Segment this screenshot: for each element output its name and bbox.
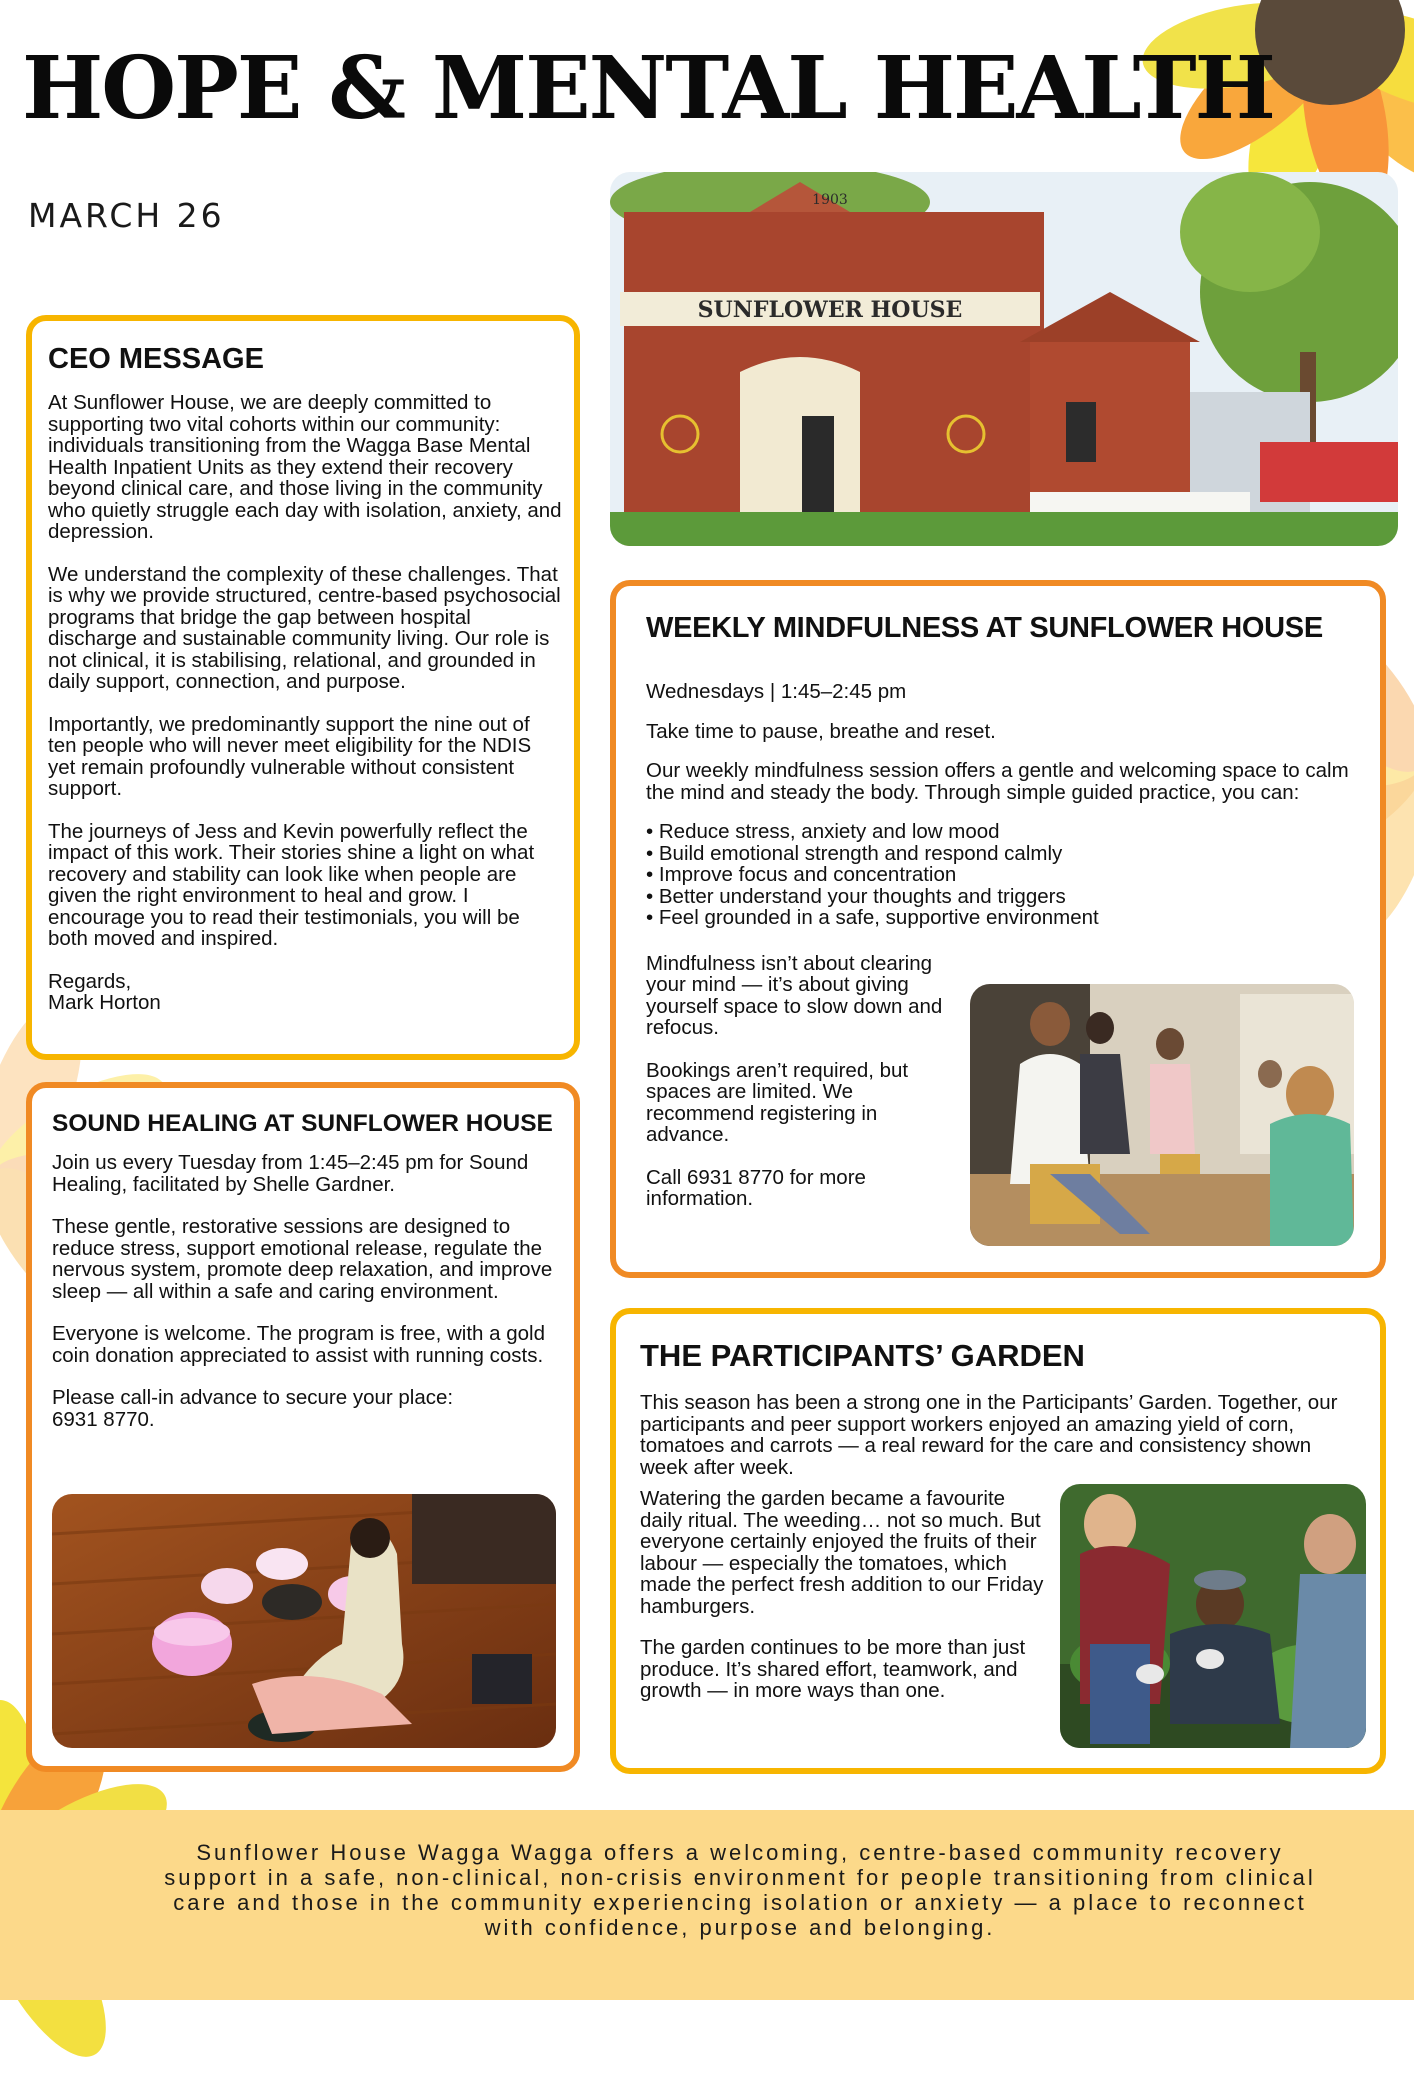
list-item: • Improve focus and concentration: [646, 863, 957, 886]
issue-date: MARCH 26: [28, 196, 225, 235]
garden-intro: This season has been a strong one in the Participants’ Garden. Together, our participants and peer support workers enjoyed an amazing yield of corn, tomatoes and carrots — a real reward for the care and consistency shown week after week.: [640, 1391, 1338, 1479]
sound-paragraph: These gentle, restorative sessions are designed to reduce stress, support emotional release, regulate the nervous system, promote deep relaxation, and improve sleep — all within a safe and caring environment.: [52, 1215, 553, 1303]
footer-text: Sunflower House Wagga Wagga offers a welcoming, centre-based community recovery support in a safe, non-clinical, non-crisis environment for people transitioning from clinical care and those in the community experiencing isolation or anxiety — a place to reconnect with confidence, purpose and belonging.: [164, 1840, 1316, 1940]
mindfulness-tagline: Take time to pause, breathe and reset.: [646, 719, 996, 743]
ceo-paragraph: We understand the complexity of these challenges. That is why we provide structured, centre-based psychosocial programs that bridge the gap between hospital discharge and sustainable community living. Our role is not clinical, it is stabilising, relational, and grounded in daily support, connection, and purpose.: [48, 562, 561, 693]
sound-paragraph: Everyone is welcome. The program is free, with a gold coin donation appreciated to assist with running costs.: [52, 1322, 545, 1367]
sound-call: [52, 1387, 562, 1430]
house-sign-text: SUNFLOWER HOUSE: [697, 297, 963, 323]
mindfulness-heading: WEEKLY MINDFULNESS AT SUNFLOWER HOUSE: [646, 612, 1323, 644]
sound-healing-photo: [52, 1494, 556, 1748]
mindfulness-side-text: [646, 953, 946, 1210]
mindfulness-intro: Our weekly mindfulness session offers a gentle and welcoming space to calm the mind and steady the body. Through simple guided practice, you can:: [646, 759, 1349, 804]
sunflower-house-photo: [610, 172, 1398, 546]
garden-photo: [1060, 1484, 1366, 1748]
garden-side-text: [640, 1488, 1050, 1702]
house-illustration: [610, 172, 1398, 546]
ceo-signoff-text: Regards,: [48, 969, 132, 993]
mindfulness-schedule: Wednesdays | 1:45–2:45 pm: [646, 680, 907, 703]
mindfulness-paragraph: Mindfulness isn’t about clearing your mind — it’s about giving yourself space to slow down and refocus.: [646, 951, 943, 1039]
garden-workers-illustration: [1060, 1484, 1366, 1748]
sound-bowls-illustration: [52, 1494, 556, 1748]
list-item: • Better understand your thoughts and triggers: [646, 884, 1066, 908]
mindfulness-group-illustration: [970, 984, 1354, 1246]
ceo-signoff: [48, 971, 562, 1014]
garden-heading: THE PARTICIPANTS’ GARDEN: [640, 1338, 1085, 1373]
list-item: • Reduce stress, anxiety and low mood: [646, 820, 1000, 843]
list-item: • Build emotional strength and respond calmly: [646, 841, 1063, 865]
list-item: • Feel grounded in a safe, supportive environment: [646, 906, 1099, 929]
ceo-signature: Mark Horton: [48, 991, 161, 1014]
garden-paragraph: The garden continues to be more than just produce. It’s shared effort, teamwork, and growth — in more ways than one.: [640, 1636, 1026, 1702]
page-title: HOPE & MENTAL HEALTH: [22, 38, 1274, 139]
mindfulness-paragraph: Bookings aren’t required, but spaces are limited. We recommend registering in advance.: [646, 1058, 909, 1146]
footer-banner: [0, 1810, 1414, 2000]
ceo-paragraph: The journeys of Jess and Kevin powerfully reflect the impact of this work. Their stories shine a light on what recovery and stability can look like when people are given the right environment to heal and grow. I encourage you to read their testimonials, you will be both moved and inspired.: [48, 819, 535, 950]
ceo-paragraph: At Sunflower House, we are deeply committed to supporting two vital cohorts within our community: individuals transitioning from the Wagga Base Mental Health Inpatient Units as they extend their recovery beyond clinical care, and those living in the community who quietly struggle each day with isolation, anxiety, and depression.: [48, 391, 562, 543]
sound-paragraph: Join us every Tuesday from 1:45–2:45 pm for Sound Healing, facilitated by Shelle Gardner.: [52, 1151, 529, 1196]
mindfulness-paragraph: Call 6931 8770 for more information.: [646, 1165, 866, 1210]
ceo-message-card: [26, 315, 580, 1060]
sound-heading: SOUND HEALING AT SUNFLOWER HOUSE: [52, 1110, 553, 1137]
benefits-list: [646, 821, 1360, 929]
house-year-text: 1903: [812, 192, 848, 208]
ceo-heading: CEO MESSAGE: [48, 343, 264, 375]
garden-paragraph: Watering the garden became a favourite daily ritual. The weeding… not so much. But everyone certainly enjoyed the fruits of their labour — especially the tomatoes, which made the perfect fresh addition to our Friday hamburgers.: [640, 1487, 1044, 1618]
mindfulness-photo: [970, 984, 1354, 1246]
sound-phone: 6931 8770.: [52, 1407, 155, 1431]
ceo-paragraph: Importantly, we predominantly support the nine out of ten people who will never meet eligibility for the NDIS yet remain profoundly vulnerable without consistent support.: [48, 712, 532, 800]
sound-call-text: Please call-in advance to secure your place:: [52, 1386, 454, 1409]
